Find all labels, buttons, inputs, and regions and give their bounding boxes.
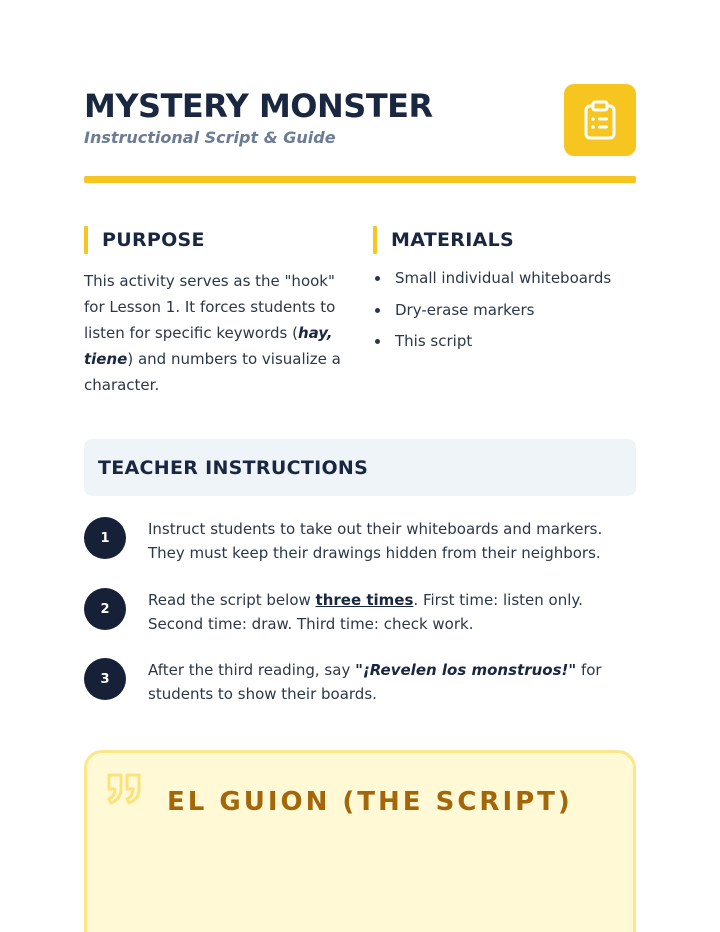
teacher-instructions-title: TEACHER INSTRUCTIONS: [98, 456, 369, 479]
step-text: [148, 588, 636, 636]
step-text-b: for students to show their boards.: [148, 661, 602, 703]
step-text: [148, 658, 636, 706]
clipboard-icon: [583, 100, 617, 140]
materials-heading: [373, 226, 636, 254]
script-title: EL GUION (THE SCRIPT): [167, 787, 573, 817]
materials-list: [373, 268, 636, 351]
purpose-heading: [84, 226, 352, 254]
step-emphasis: "¡Revelen los monstruos!": [355, 661, 577, 679]
step-number: 1: [84, 517, 126, 559]
purpose-text-a: This activity serves as the "hook" for Lesson 1. It forces students to listen for specific keywords (: [84, 272, 336, 342]
page-subtitle: Instructional Script & Guide: [84, 128, 336, 147]
header-divider: [84, 176, 636, 183]
materials-title: MATERIALS: [391, 229, 514, 251]
script-section: [84, 750, 636, 932]
purpose-section: [84, 226, 352, 398]
step-text-a: Read the script below: [148, 591, 316, 609]
teacher-instructions-header: [84, 439, 636, 496]
purpose-keywords: hay, tiene: [84, 324, 333, 368]
quote-icon: [105, 769, 145, 809]
step-text-a: After the third reading, say: [148, 661, 356, 679]
list-item: This script: [373, 331, 636, 351]
step-number: 3: [84, 658, 126, 700]
step-text: Instruct students to take out their whiteboards and markers. They must keep their drawings hidden from their neighbors.: [148, 520, 603, 562]
purpose-text-b: ) and numbers to visualize a character.: [84, 350, 341, 394]
list-item: Small individual whiteboards: [373, 268, 636, 288]
page-header: [84, 84, 636, 184]
step-text-b: . First time: listen only. Second time: draw. Third time: check work.: [148, 591, 583, 633]
accent-bar: [84, 226, 88, 254]
list-item: Dry-erase markers: [373, 300, 636, 320]
purpose-title: PURPOSE: [102, 229, 205, 251]
page-title: MYSTERY MONSTER: [84, 87, 433, 125]
clipboard-badge: [564, 84, 636, 156]
step-number: 2: [84, 588, 126, 630]
step-emphasis: three times: [315, 591, 414, 609]
purpose-text: [84, 268, 352, 398]
materials-section: [373, 226, 636, 363]
accent-bar: [373, 226, 377, 254]
